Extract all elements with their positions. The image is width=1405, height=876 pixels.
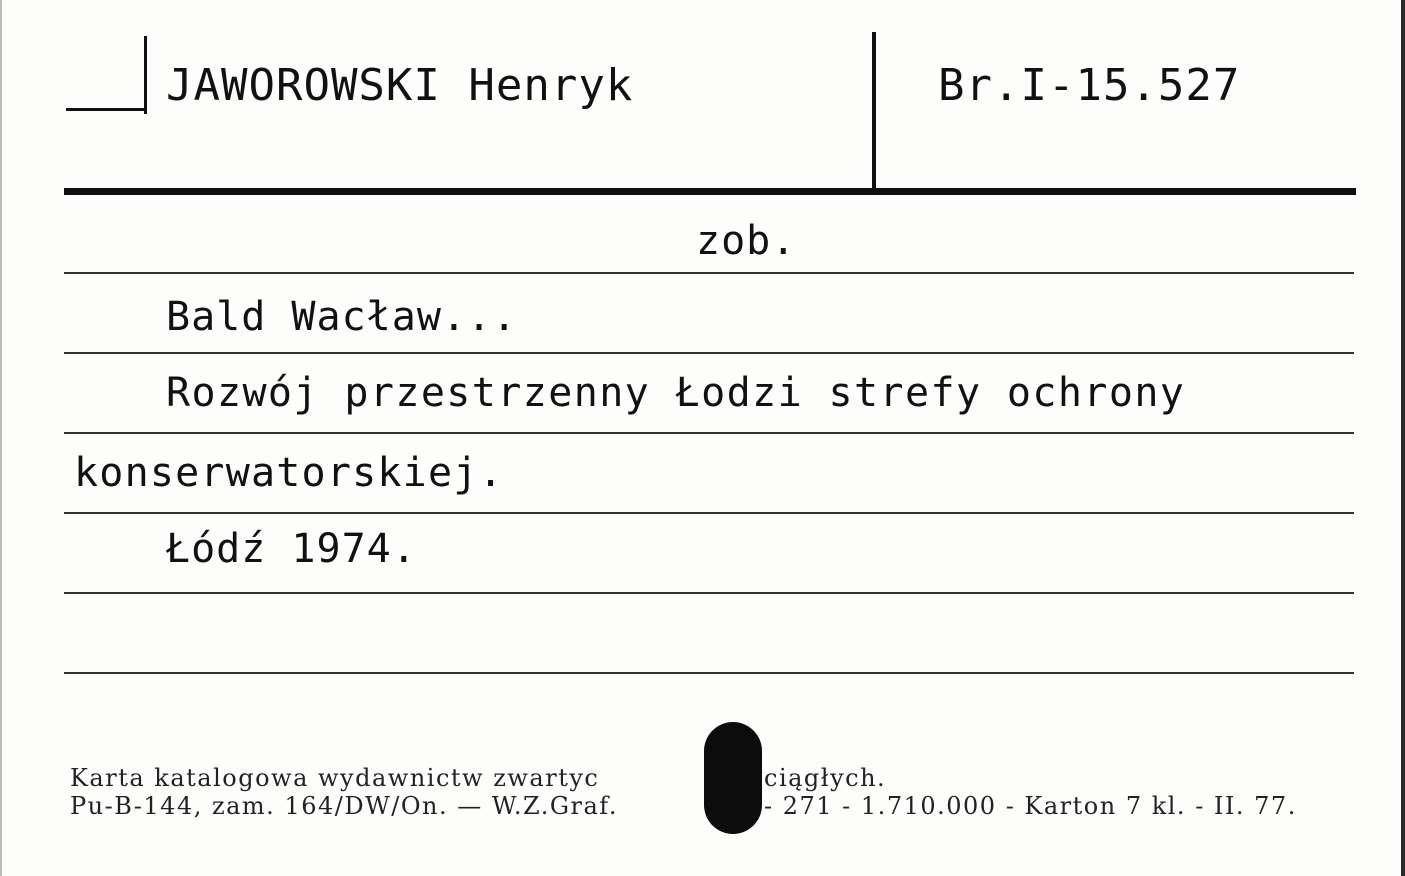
header-rule — [64, 188, 1356, 195]
ruled-line — [64, 432, 1354, 434]
ruled-line — [64, 592, 1354, 594]
card-left-edge — [0, 0, 2, 876]
entry-line: Łódź 1974. — [166, 526, 417, 572]
entry-line: konserwatorskiej. — [74, 450, 504, 496]
author-heading: JAWOROWSKI Henryk — [166, 60, 634, 111]
see-reference-label: zob. — [696, 218, 797, 264]
corner-mark-horizontal — [66, 108, 146, 111]
punch-hole — [704, 722, 762, 834]
card-right-edge — [1401, 0, 1405, 876]
corner-mark-vertical — [144, 36, 147, 114]
ruled-line — [64, 352, 1354, 354]
footer-line-2-right: - 271 - 1.710.000 - Karton 7 kl. - II. 77. — [764, 792, 1297, 820]
header-divider — [872, 32, 876, 192]
footer-line-1-right: ciągłych. — [764, 764, 887, 792]
entry-line: Rozwój przestrzenny Łodzi strefy ochrony — [166, 370, 1186, 416]
footer-line-1-left: Karta katalogowa wydawnictw zwartyc — [70, 764, 600, 792]
ruled-line — [64, 272, 1354, 274]
footer-line-2-left: Pu-B-144, zam. 164/DW/On. — W.Z.Graf. — [70, 792, 618, 820]
ruled-line — [64, 672, 1354, 674]
shelf-signature: Br.I-15.527 — [938, 60, 1241, 111]
entry-line: Bald Wacław... — [166, 294, 518, 340]
ruled-line — [64, 512, 1354, 514]
